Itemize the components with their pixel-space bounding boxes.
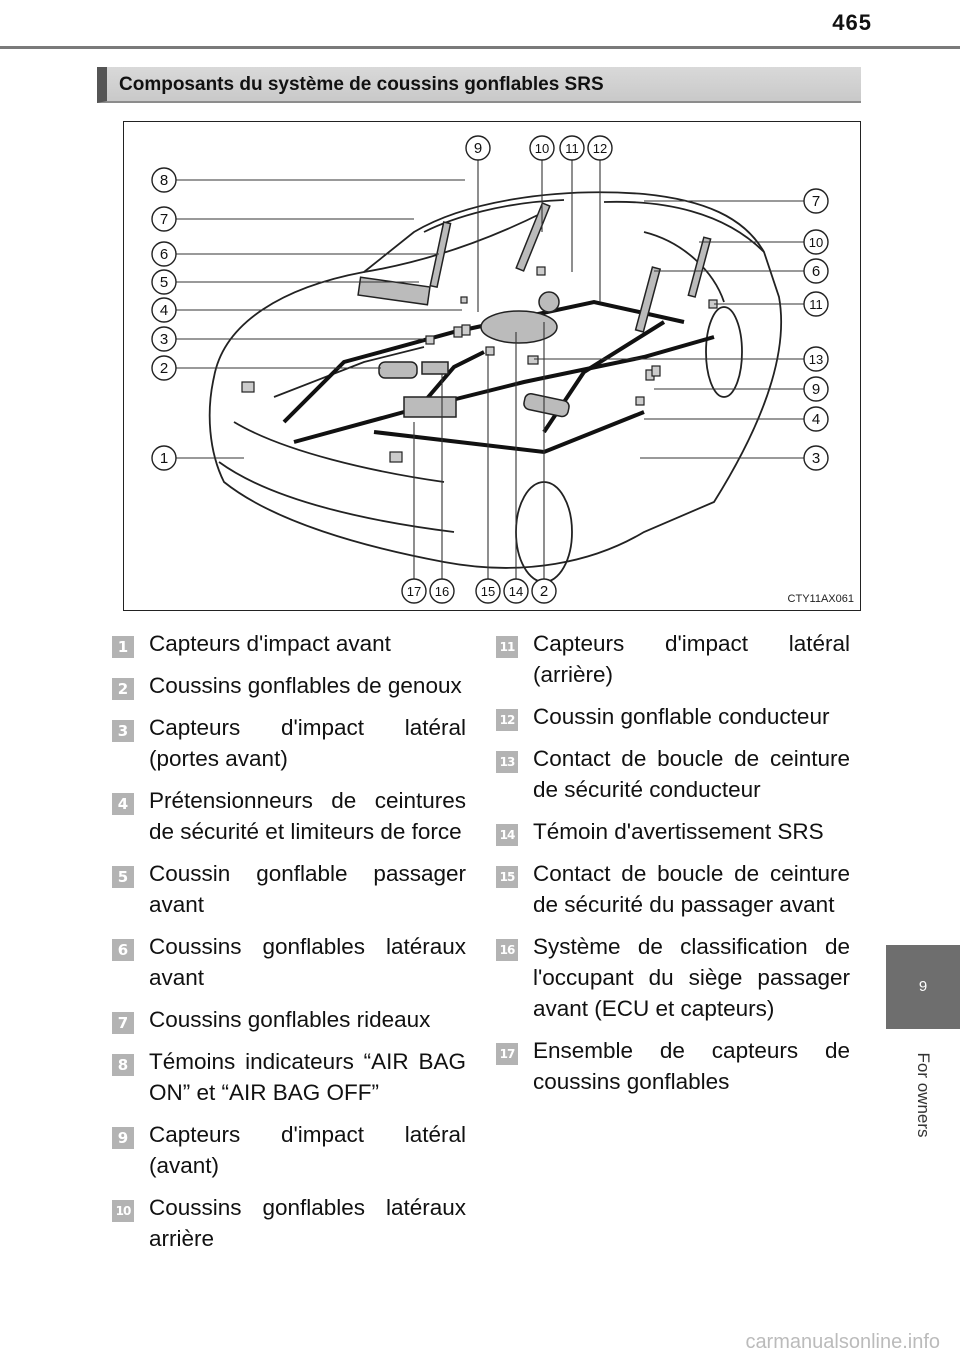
legend-text: Coussins gonflables latéraux arrière (149, 1195, 466, 1251)
legend-item (496, 931, 850, 1024)
legend-text: Coussin gonflable conducteur (533, 704, 830, 729)
chapter-label: For owners (914, 1052, 933, 1138)
legend-number-badge: 12 (496, 709, 518, 731)
legend-item (496, 628, 850, 690)
callout-number: 9 (473, 140, 483, 157)
callout-right-7 (804, 407, 828, 431)
callout-number: 9 (811, 381, 821, 398)
legend-text: Capteurs d'impact latéral (arrière) (533, 631, 850, 687)
legend-right-column (496, 628, 850, 1108)
legend-item (496, 743, 850, 805)
legend-item (112, 1192, 466, 1254)
legend-item (112, 1046, 466, 1108)
legend-number-badge: 3 (112, 720, 134, 742)
legend-text: Coussins gonflables latéraux avant (149, 934, 466, 990)
callout-top-2 (530, 136, 554, 160)
legend-item (112, 1004, 466, 1035)
legend-text: Coussin gonflable passager avant (149, 861, 466, 917)
callout-right-3 (804, 259, 828, 283)
legend-number-badge: 6 (112, 939, 134, 961)
legend-text: Contact de boucle de ceinture de sécurité conducteur (533, 746, 850, 802)
callout-number: 17 (406, 584, 422, 599)
callout-bottom-4 (504, 579, 528, 603)
callout-number: 12 (592, 141, 608, 156)
legend-text: Contact de boucle de ceinture de sécurité du passager avant (533, 861, 850, 917)
callout-number: 10 (534, 141, 550, 156)
legend-item (112, 1119, 466, 1181)
legend-item (496, 816, 850, 847)
leader-lines (164, 148, 816, 591)
callout-bottom-1 (402, 579, 426, 603)
callout-group (152, 136, 828, 603)
legend-number-badge: 10 (112, 1200, 134, 1222)
legend-text: Témoin d'avertissement SRS (533, 819, 824, 844)
legend-text: Capteurs d'impact latéral (avant) (149, 1122, 466, 1178)
callout-number: 5 (159, 274, 169, 291)
chapter-label-box (886, 1030, 960, 1160)
legend-text: Capteurs d'impact avant (149, 631, 391, 656)
callout-left-4 (152, 270, 176, 294)
callout-number: 11 (809, 297, 823, 312)
callout-number: 10 (808, 235, 824, 250)
callout-number: 3 (159, 331, 169, 348)
legend-number-badge: 11 (496, 636, 518, 658)
top-rule (0, 46, 960, 49)
callout-left-7 (152, 356, 176, 380)
callout-number: 15 (480, 584, 496, 599)
callout-right-5 (804, 347, 828, 371)
callout-left-2 (152, 207, 176, 231)
callout-left-6 (152, 327, 176, 351)
legend-left-column (112, 628, 466, 1265)
callout-bottom-2 (430, 579, 454, 603)
callout-left-8 (152, 446, 176, 470)
legend-number-badge: 14 (496, 824, 518, 846)
callout-number: 7 (159, 211, 169, 228)
legend-item (496, 1035, 850, 1097)
legend-item (112, 712, 466, 774)
callout-right-6 (804, 377, 828, 401)
figure-code: CTY11AX061 (787, 593, 854, 605)
legend-item (112, 670, 466, 701)
legend-item (496, 858, 850, 920)
legend-number-badge: 5 (112, 866, 134, 888)
legend-text: Capteurs d'impact latéral (portes avant) (149, 715, 466, 771)
legend-text: Prétensionneurs de ceintures de sécurité et limiteurs de force (149, 788, 466, 844)
section-title: Composants du système de coussins gonflables SRS (119, 74, 604, 95)
legend-text: Coussins gonflables de genoux (149, 673, 462, 698)
callout-right-1 (804, 189, 828, 213)
callout-number: 8 (159, 172, 169, 189)
legend-item (112, 858, 466, 920)
legend-text: Système de classification de l'occupant du siège passager avant (ECU et capteurs) (533, 934, 850, 1021)
callout-number: 16 (434, 584, 450, 599)
legend-item (112, 628, 466, 659)
legend-text: Ensemble de capteurs de coussins gonflables (533, 1038, 850, 1094)
callout-number: 6 (811, 263, 821, 280)
callout-left-1 (152, 168, 176, 192)
callout-number: 3 (811, 450, 821, 467)
legend-number-badge: 1 (112, 636, 134, 658)
callout-number: 13 (808, 352, 824, 367)
legend-item (112, 931, 466, 993)
callout-bottom-5 (532, 579, 556, 603)
watermark: carmanualsonline.info (745, 1331, 940, 1353)
callout-right-8 (804, 446, 828, 470)
legend-number-badge: 17 (496, 1043, 518, 1065)
legend-number-badge: 15 (496, 866, 518, 888)
legend-number-badge: 7 (112, 1012, 134, 1034)
car-illustration (124, 122, 860, 610)
callout-right-2 (804, 230, 828, 254)
callout-bottom-3 (476, 579, 500, 603)
callout-number: 6 (159, 246, 169, 263)
callout-number: 2 (539, 583, 549, 600)
callout-top-3 (560, 136, 584, 160)
legend-number-badge: 9 (112, 1127, 134, 1149)
callout-number: 4 (159, 302, 169, 319)
legend-number-badge: 16 (496, 939, 518, 961)
callout-number: 7 (811, 193, 821, 210)
callout-number: 2 (159, 360, 169, 377)
legend-number-badge: 2 (112, 678, 134, 700)
legend-number-badge: 13 (496, 751, 518, 773)
callout-left-5 (152, 298, 176, 322)
legend-text: Témoins indicateurs “AIR BAG ON” et “AIR BAG OFF” (149, 1049, 466, 1105)
legend-item (496, 701, 850, 732)
section-header (97, 67, 861, 103)
page-number: 465 (832, 10, 872, 35)
callout-right-4 (804, 292, 828, 316)
callout-number: 1 (159, 450, 169, 467)
legend-item (112, 785, 466, 847)
callout-number: 4 (811, 411, 821, 428)
legend-number-badge: 4 (112, 793, 134, 815)
callout-top-1 (466, 136, 490, 160)
callout-number: 11 (565, 141, 579, 156)
callout-top-4 (588, 136, 612, 160)
airbag-diagram (123, 121, 861, 611)
chapter-tab: 9 (886, 945, 960, 1029)
callout-number: 14 (508, 584, 524, 599)
legend-text: Coussins gonflables rideaux (149, 1007, 431, 1032)
legend-number-badge: 8 (112, 1054, 134, 1076)
callout-left-3 (152, 242, 176, 266)
